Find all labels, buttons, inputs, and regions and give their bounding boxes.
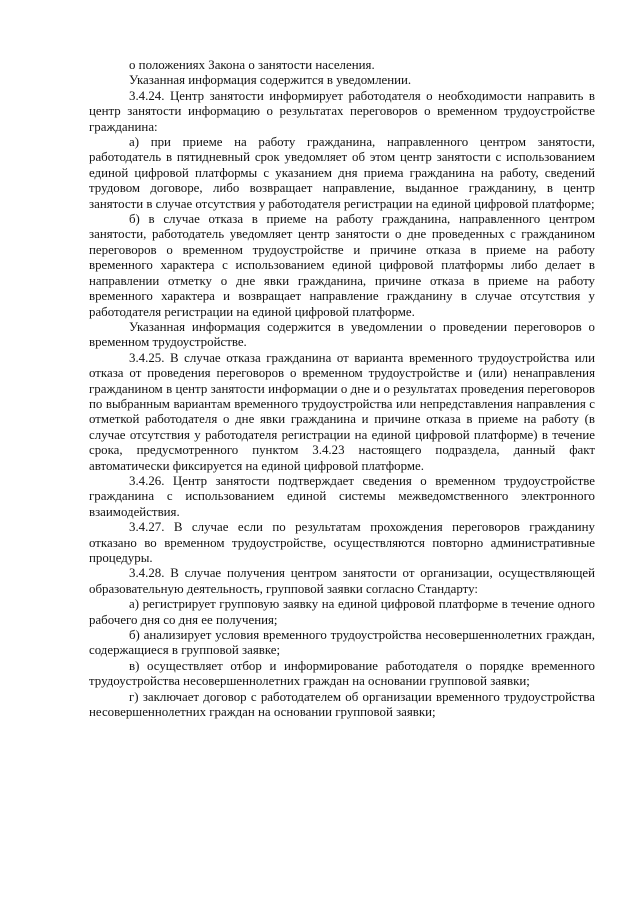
paragraph: г) заключает договор с работодателем об организации временного трудоустройства несовершеннолетних граждан на основании групповой заявки;	[89, 689, 595, 720]
paragraph: а) при приеме на работу гражданина, направленного центром занятости, работодатель в пятидневный срок уведомляет об этом центр занятости с использованием единой цифровой платформы с указанием дня приема гражданина на работу, сведений трудовом договоре, либо возвращает направление, выданное гражданину, в центр занятости в случае отсутствия у работодателя регистрации на единой цифровой платформе;	[89, 135, 595, 211]
paragraph: 3.4.26. Центр занятости подтверждает сведения о временном трудоустройстве гражданина с использованием единой системы межведомственного электронного взаимодействия.	[89, 473, 595, 519]
document-body	[89, 58, 595, 720]
paragraph: Указанная информация содержится в уведомлении о проведении переговоров о временном трудоустройстве.	[89, 319, 595, 350]
paragraph: б) в случае отказа в приеме на работу гражданина, направленного центром занятости, работодатель уведомляет центр занятости о дне проведенных с гражданином переговоров о временном трудоустройстве и причине отказа в приеме на работу временного характера с использованием единой цифровой платформы либо делает в направлении отметку о дне явки гражданина, причине отказа в приеме на работу временного характера и возвращает направление гражданину в случае отсутствия у работодателя регистрации на единой цифровой платформе.	[89, 212, 595, 319]
paragraph: Указанная информация содержится в уведомлении.	[129, 73, 412, 88]
paragraph: а) регистрирует групповую заявку на единой цифровой платформе в течение одного рабочего дня со дня ее получения;	[89, 597, 595, 627]
paragraph: 3.4.25. В случае отказа гражданина от варианта временного трудоустройства или отказа от проведения переговоров о временном трудоустройстве и (или) ненаправления гражданином в центр занятости информации о дне и о результатах проведения переговоров по выбранным вариантам временного трудоустройства или непредставления направления с отметкой работодателя о дне явки гражданина и причине отказа в приеме на работу (в случае отсутствия у работодателя регистрации на единой цифровой платформе) в течение срока, предусмотренного пунктом 3.4.23 настоящего подраздела, данный факт автоматически фиксируется на единой цифровой платформе.	[89, 350, 595, 473]
paragraph: в) осуществляет отбор и информирование работодателя о порядке временного трудоустройства несовершеннолетних граждан на основании групповой заявки;	[89, 658, 595, 689]
paragraph: 3.4.24. Центр занятости информирует работодателя о необходимости направить в центр занятости информацию о результатах переговоров о временном трудоустройстве гражданина:	[89, 88, 595, 134]
paragraph: 3.4.27. В случае если по результатам прохождения переговоров гражданину отказано во временном трудоустройстве, осуществляются повторно административные процедуры.	[89, 520, 595, 565]
paragraph: о положениях Закона о занятости населения.	[129, 58, 375, 72]
paragraph: б) анализирует условия временного трудоустройства несовершеннолетних граждан, содержащиеся в групповой заявке;	[89, 628, 595, 658]
paragraph: 3.4.28. В случае получения центром занятости от организации, осуществляющей образовательную деятельность, групповой заявки согласно Стандарту:	[89, 566, 595, 596]
